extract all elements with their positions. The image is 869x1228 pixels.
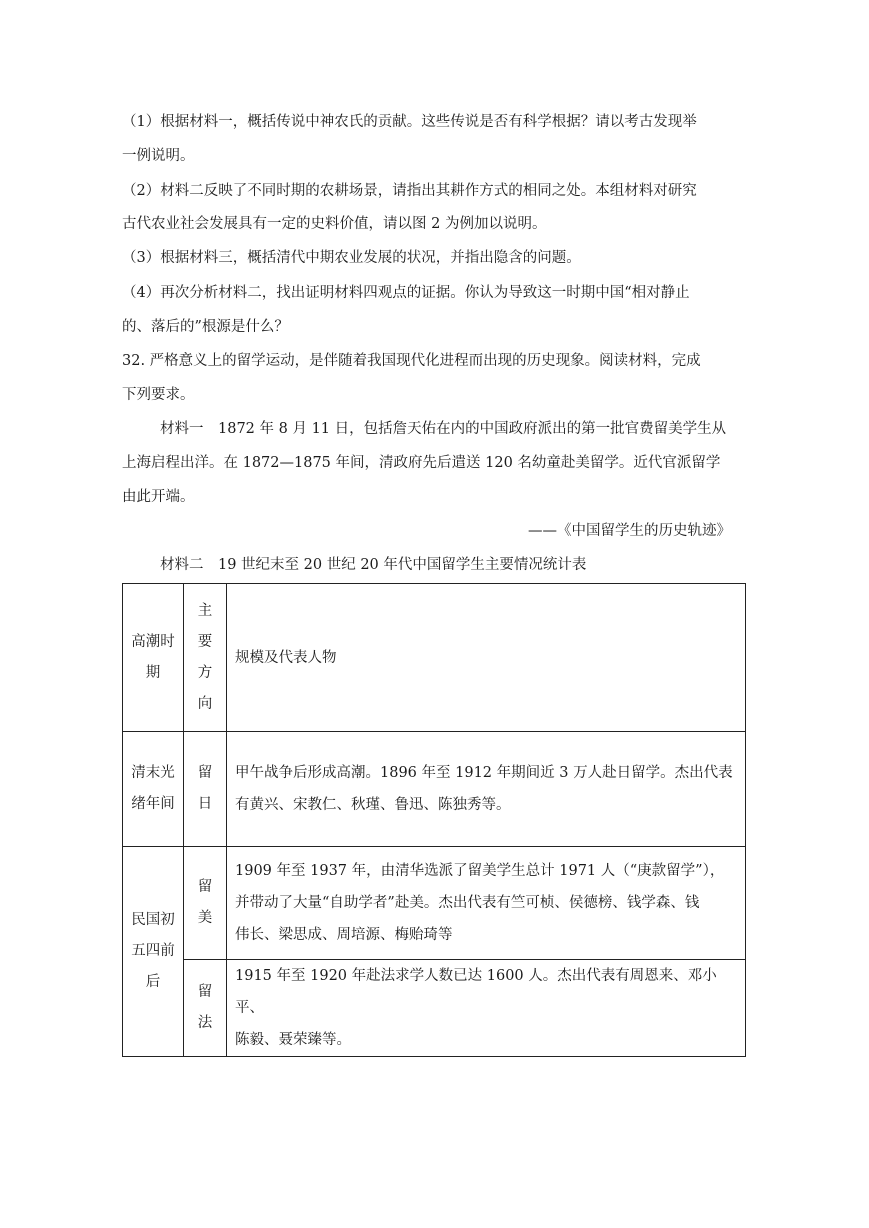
row-direction — [184, 847, 227, 960]
row-period — [123, 847, 184, 1057]
question-2-line-2: 古代农业社会发展具有一定的史料价值，请以图 2 为例加以说明。 — [122, 216, 547, 232]
row-scale-line: 甲午战争后形成高潮。1896 年至 1912 年期间近 3 万人赴日留学。杰出代表 — [235, 765, 733, 781]
material-1-line-3: 由此开端。 — [122, 489, 195, 505]
row-scale-line: 1909 年至 1937 年，由清华选派了留美学生总计 1971 人（“庚款留学”）， — [235, 863, 725, 879]
question-32-line-1: 32. 严格意义上的留学运动，是伴随着我国现代化进程而出现的历史现象。阅读材料，完成 — [122, 353, 701, 369]
material-1-source: ——《中国留学生的历史轨迹》 — [528, 523, 731, 539]
header-period-text: 高潮时期 — [131, 633, 175, 681]
row-scale-line: 陈毅、聂荣臻等。 — [235, 1032, 351, 1048]
question-32-line-2: 下列要求。 — [122, 387, 195, 403]
row-direction — [184, 960, 227, 1057]
material-2-title: 材料二 19 世纪末至 20 世纪 20 年代中国留学生主要情况统计表 — [160, 557, 587, 573]
table-row — [123, 960, 746, 1057]
header-direction-text: 主要方向 — [197, 602, 213, 712]
row-direction-text: 留法 — [197, 984, 213, 1031]
question-2-line-1: （2）材料二反映了不同时期的农耕场景，请指出其耕作方式的相同之处。本组材料对研究 — [122, 183, 697, 199]
header-direction — [184, 584, 227, 732]
question-4-line-2: 的、落后的”根源是什么？ — [122, 319, 289, 335]
row-scale — [227, 847, 746, 960]
row-scale-line: 1915 年至 1920 年赴法求学人数已达 1600 人。杰出代表有周恩来、邓小平、 — [235, 968, 717, 1016]
row-direction-text: 留日 — [197, 765, 213, 812]
row-direction-text: 留美 — [197, 879, 213, 926]
material-1-line-1: 材料一 1872 年 8 月 11 日，包括詹天佑在内的中国政府派出的第一批官费留美学生从 — [160, 421, 727, 437]
question-1-line-1: （1）根据材料一，概括传说中神农氏的贡献。这些传说是否有科学根据？请以考古发现举 — [122, 114, 697, 130]
row-period — [123, 732, 184, 847]
header-period — [123, 584, 184, 732]
students-statistics-table — [122, 583, 746, 1057]
header-scale: 规模及代表人物 — [227, 584, 746, 732]
row-scale — [227, 960, 746, 1057]
row-period-text: 清末光绪年间 — [131, 765, 175, 812]
question-4-line-1: （4）再次分析材料二，找出证明材料四观点的证据。你认为导致这一时期中国“相对静止 — [122, 285, 690, 301]
row-direction — [184, 732, 227, 847]
row-scale — [227, 732, 746, 847]
table-header-row — [123, 584, 746, 732]
row-scale-line: 有黄兴、宋教仁、秋瑾、鲁迅、陈独秀等。 — [235, 797, 511, 813]
material-1-line-2: 上海启程出洋。在 1872—1875 年间，清政府先后遣送 120 名幼童赴美留学。近代官派留学 — [122, 455, 721, 471]
row-scale-line: 并带动了大量“自助学者”赴美。杰出代表有竺可桢、侯德榜、钱学森、钱 — [235, 895, 700, 911]
row-period-text: 民国初五四前后 — [131, 912, 175, 990]
row-scale-line: 伟长、梁思成、周培源、梅贻琦等 — [235, 927, 453, 943]
table-row — [123, 847, 746, 960]
question-3-line-1: （3）根据材料三，概括清代中期农业发展的状况，并指出隐含的问题。 — [122, 250, 581, 266]
question-1-line-2: 一例说明。 — [122, 148, 195, 164]
table-row — [123, 732, 746, 847]
